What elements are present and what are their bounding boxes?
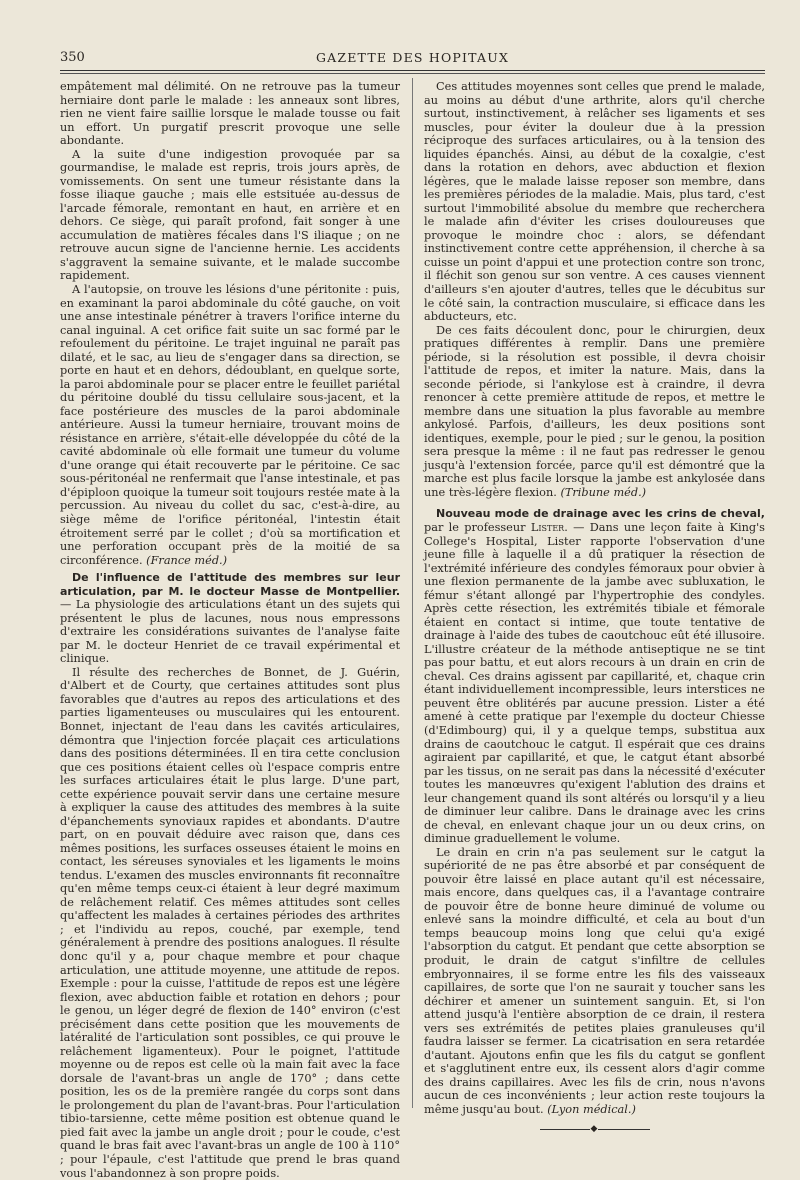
article-author: Lister <box>530 521 565 534</box>
article-paragraph <box>424 507 765 845</box>
paragraph-text: De ces faits découlent donc, pour le chirurgien, deux pratiques différentes à remplir. Dans une première période, si la résolution est possible, il devra choisir l'attitude de repos, et imiter la nature. Mais, dans la seconde période, si l'ankylose est à craindre, il devra renoncer à cette première attitude de repos, et mettre le membre dans une situation la plus favorable au membre ankylosé. Parfois, d'ailleurs, les deux positions sont identiques, exemple, pour le pied ; sur le genou, la position sera presque la même : il ne faut pas redresser le genou jusqu'à l'extension forcée, parce qu'il est démontré que la marche est plus facile lorsque la jambe est ankylosée dans une très-légère flexion. <box>424 323 765 499</box>
paragraph <box>60 283 400 567</box>
paragraph-text: A l'autopsie, on trouve les lésions d'une péritonite : puis, en examinant la paroi abdominale du côté gauche, on voit une anse intestinale pénétrer à travers l'orifice interne du canal inguinal. A cet orifice fait suite un sac formé par le refoulement du péritoine. Le trajet inguinal ne paraît pas dilaté, et le sac, au lieu de s'engager dans sa direction, se porte en haut et en dehors, dédoublant, en quelque sorte, la paroi abdominale pour se placer entre le feuillet pariétal du péritoine doublé du tissu cellulaire sous-jacent, et la face postérieure des muscles de la paroi abdominale antérieure. Aussi la tumeur herniaire, trouvant moins de résistance en arrière, s'était-elle développée du côté de la cavité abdominale où elle formait une tumeur du volume d'une orange qui était recouverte par le péritoine. Ce sac sous-péritonéal ne renfermait que l'anse intestinale, et pas d'épiploon quoique la tumeur soit toujours restée mate à la percussion. Au niveau du collet du sac, c'est-à-dire, au siège même de l'orifice péritonéal, l'intestin était étroitement serré par le collet ; d'où sa mortification et une perforation occupant près de la moitié de sa circonférence. <box>60 282 400 567</box>
end-ornament <box>540 1124 650 1134</box>
header-rule <box>60 70 765 71</box>
paragraph <box>424 846 765 1117</box>
source-citation: (France méd.) <box>146 553 228 567</box>
article-paragraph <box>60 571 400 666</box>
article-intro: — La physiologie des articulations étant un des sujets qui présentent le plus de lacunes, nous nous empressons d'extraire les considérations suivantes de l'analyse faite par M. le docteur Henriet de ce travail expérimental et clinique. <box>60 598 400 666</box>
paragraph <box>424 324 765 500</box>
left-column <box>60 80 400 1180</box>
column-divider <box>412 78 413 1108</box>
journal-title: GAZETTE DES HOPITAUX <box>315 50 510 65</box>
diamond-icon: ◆ <box>590 1124 598 1135</box>
paragraph-text: Le drain en crin n'a pas seulement sur le catgut la supériorité de ne pas être absorbé et par conséquent de pouvoir être laissé en place autant qu'il est nécessaire, mais encore, dans quelques cas, il a l'avantage contraire de pouvoir être de bonne heure diminué de volume ou enlevé sans la moindre difficulté, et cela au bout d'un temps beaucoup moins long que celui qu'a exigé l'absorption du catgut. Et pendant que cette absorption se produit, le drain de catgut s'infiltre de cellules embryonnaires, il se forme entre les fils des vaisseaux capillaires, de sorte que l'on ne saurait y toucher sans les déchirer et amener un suintement sanguin. Et, si l'on attend jusqu'à l'entière absorption de ce drain, il restera vers ses extrémités de petites plaies granuleuses qu'il faudra laisser se fermer. La cicatrisation en sera retardée d'autant. Ajoutons enfin que les fils du catgut se gonflent et s'agglutinent entre eux, ils cessent alors d'agir comme des drains capillaires. Avec les fils de crin, nous n'avons aucun de ces inconvénients ; leur action reste toujours la même jusqu'au bout. <box>424 845 765 1116</box>
article-intro: . — Dans une leçon faite à King's College's Hospital, Lister rapporte l'observation d'une jeune fille à laquelle il a dû pratiquer la résection de l'extrémité inférieure des condyles fémoraux pour obvier à une flexion permanente de la jambe avec subluxation, le fémur s'étant allongé par l'hypertrophie des condyles. Après cette résection, les extrémités tibiale et fémorale étaient en contact si intime, que toute tentative de drainage à l'aide des tubes de caoutchouc eût été illusoire. L'illustre créateur de la méthode antiseptique ne se tint pas pour battu, et eut alors recours à un drain en crin de cheval. Ces drains agissent par capillarité, et, chaque crin étant individuellement incompressible, leurs interstices ne peuvent être oblitérés par aucune pression. Lister a été amené à cette pratique par l'exemple du docteur Chiesse (d'Edimbourg) qui, il y a quelque temps, substitua aux drains de caoutchouc le catgut. Il espérait que ces drains agiraient par capillarité, et que, le catgut étant absorbé par les tissus, on ne serait pas dans la nécessité d'exécuter toutes les manœuvres qu'exigent l'ablution des drains et leur changement quand ils sont altérés ou lorsqu'il y a lieu de diminuer leur calibre. Dans le drainage avec les crins de cheval, en enlevant chaque jour un ou deux crins, on diminue graduellement le volume. <box>424 521 765 846</box>
right-column <box>424 80 765 1134</box>
source-citation: (Tribune méd.) <box>560 485 647 499</box>
paragraph: empâtement mal délimité. On ne retrouve pas la tumeur herniaire dont parle le malade : les anneaux sont libres, rien ne vient faire saillie lorsque le malade tousse ou fait un effort. Un purgatif prescrit provoque une selle abondante. <box>60 80 400 148</box>
article-heading: Nouveau mode de drainage avec les crins de cheval, <box>436 507 765 521</box>
source-citation: (Lyon médical.) <box>547 1102 636 1116</box>
article-byline: par le professeur <box>424 521 531 534</box>
article-heading: De l'influence de l'attitude des membres sur leur articulation, par M. le docteur Masse de Montpellier. <box>60 571 400 598</box>
paragraph: A la suite d'une indigestion provoquée par sa gourmandise, le malade est repris, trois jours après, de vomissements. On sent une tumeur résistante dans la fosse iliaque gauche ; mais elle estsituée au-dessus de l'arcade fémorale, remontant en haut, en arrière et en dehors. Ce siège, qui paraît profond, fait songer à une accumulation de matières fécales dans l'S iliaque ; on ne retrouve aucun signe de l'ancienne hernie. Les accidents s'aggravent la semaine suivante, et le malade succombe rapidement. <box>60 147 400 283</box>
header-rule-thin <box>60 73 765 74</box>
page-number: 350 <box>60 50 85 65</box>
page-header <box>60 50 765 68</box>
paragraph: Ces attitudes moyennes sont celles que prend le malade, au moins au début d'une arthrite, alors qu'il cherche surtout, instinctivement, à relâcher ses ligaments et ses muscles, pour éviter la douleur due à la pression réciproque des surfaces articulaires, ou à la tension des liquides épanchés. Ainsi, au début de la coxalgie, c'est dans la rotation en dehors, avec abduction et flexion légères, que le malade laisse reposer son membre, dans les premières périodes de la maladie. Mais, plus tard, c'est surtout l'immobilité absolue du membre que recherchera le malade afin d'éviter les crises douloureuses que provoque le moindre choc : alors, se défendant instinctivement contre cette appréhension, il cherche à sa cuisse un point d'appui et une protection contre son tronc, il fléchit son genou sur son ventre. A ces causes viennent d'ailleurs s'en ajouter d'autres, telles que le décubitus sur le côté sain, la contraction musculaire, si efficace dans les abducteurs, etc. <box>424 80 765 324</box>
paragraph: Il résulte des recherches de Bonnet, de J. Guérin, d'Albert et de Courty, que certaines attitudes sont plus favorables que d'autres au repos des articulations et des parties ligamenteuses ou musculaires qui les entourent. Bonnet, injectant de l'eau dans les cavités articulaires, démontra que l'injection forcée plaçait ces articulations dans des positions déterminées. Il en tira cette conclusion que ces positions étaient celles où l'espace compris entre les surfaces articulaires était le plus large. D'une part, cette expérience pouvait servir dans une certaine mesure à expliquer la cause des attitudes des membres à la suite d'épanchements synoviaux rapides et abondants. D'autre part, on en pouvait déduire avec raison que, dans ces mêmes positions, les surfaces osseuses étaient le moins en contact, les séreuses synoviales et les ligaments le moins tendus. L'examen des muscles environnants fit reconnaître qu'en même temps ceux-ci étaient à leur degré maximum de relâchement relatif. Ces mêmes attitudes sont celles qu'affectent les malades à certaines périodes des arthrites ; et l'individu au repos, couché, par exemple, tend généralement à prendre des positions analogues. Il résulte donc qu'il y a, pour chaque membre et pour chaque articulation, une attitude moyenne, une attitude de repos. Exemple : pour la cuisse, l'attitude de repos est une légère flexion, avec abduction faible et rotation en dehors ; pour le genou, un léger degré de flexion de 140° environ (c'est précisément dans cette position que les mouvements de latéralité de l'articulation sont possibles, ce qui prouve le relâchement ligamenteux). Pour le poignet, l'attitude moyenne ou de repos est celle où la main fait avec la face dorsale de l'avant-bras un angle de 170° ; dans cette position, les os de la première rangée du corps sont dans le prolongement du plan de l'avant-bras. Pour l'articulation tibio-tarsienne, cette même position est obtenue quand le pied fait avec la jambe un angle droit ; pour le coude, c'est quand le bras fait avec l'avant-bras un angle de 100 à 110° ; pour l'épaule, c'est l'attitude que prend le bras quand vous l'abandonnez à son propre poids. <box>60 665 400 1180</box>
